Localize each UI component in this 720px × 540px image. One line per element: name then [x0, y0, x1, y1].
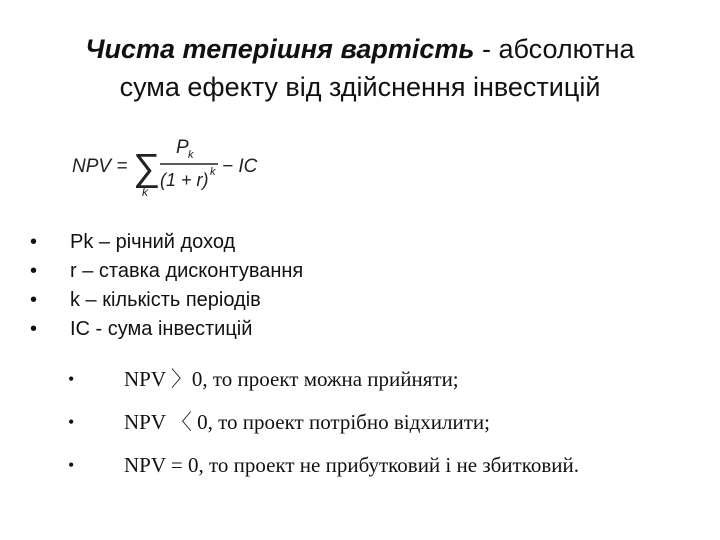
bullet-marker: •: [68, 369, 75, 389]
list-item-text: r – ставка дисконтування: [70, 260, 304, 282]
formula-denominator-exponent: k: [210, 166, 216, 178]
bullet-marker: •: [30, 289, 38, 311]
variable-definitions: [30, 228, 303, 344]
list-item: [30, 315, 303, 344]
list-item-text: k – кількість періодів: [70, 289, 261, 311]
bullet-marker: •: [30, 231, 38, 253]
rule-item: [68, 358, 579, 401]
rule-text: NPV 〈 0, то проект потрібно відхилити;: [124, 410, 490, 434]
formula-denominator: (1 + r): [160, 170, 209, 190]
formula-tail: − IC: [222, 156, 258, 177]
rule-text: NPV 〉0, то проект можна прийняти;: [124, 367, 459, 391]
rule-item: [68, 401, 579, 444]
list-item-text: IC - сума інвестицій: [70, 318, 253, 340]
bullet-marker: •: [30, 260, 38, 282]
list-item-text: Pk – річний доход: [70, 231, 236, 253]
bullet-marker: •: [68, 412, 75, 432]
title-line-1: [40, 30, 680, 68]
title-emphasis: Чиста теперішня вартість: [85, 34, 475, 64]
slide-title: [40, 30, 680, 106]
npv-formula: [72, 128, 272, 208]
decision-rules: [68, 358, 579, 487]
formula-lhs: NPV =: [72, 156, 128, 177]
title-line-2: сума ефекту від здійснення інвестицій: [119, 72, 601, 102]
formula-numerator-sub: k: [188, 149, 194, 161]
rule-text: NPV = 0, то проект не прибутковий і не збитковий.: [124, 453, 579, 477]
formula-sum-symbol: ∑: [133, 147, 161, 189]
list-item: [30, 286, 303, 315]
formula-sum-index: k: [142, 185, 148, 199]
formula-numerator: P: [176, 137, 189, 158]
title-rest: - абсолютна: [474, 34, 635, 64]
bullet-marker: •: [30, 318, 38, 340]
list-item: [30, 257, 303, 286]
npv-formula-graphic: [72, 128, 272, 208]
rule-item: [68, 444, 579, 487]
bullet-marker: •: [68, 455, 75, 475]
list-item: [30, 228, 303, 257]
